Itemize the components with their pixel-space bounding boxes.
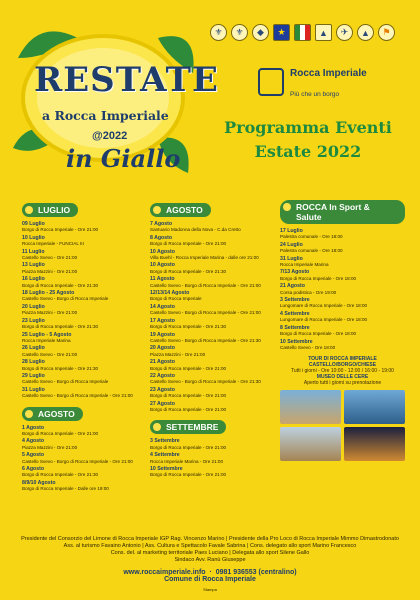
event-text: Castello Svevo - Borgo di Rocca Imperiale - Ore 21:00 bbox=[150, 282, 261, 288]
event-item bbox=[22, 425, 147, 437]
event-text: Castello Svevo - Ore 18:00 bbox=[280, 344, 336, 350]
column-agosto bbox=[150, 200, 275, 480]
event-item bbox=[150, 249, 275, 261]
event-text: Borgo di Rocca Imperiale bbox=[150, 296, 202, 302]
event-date: 1 Agosto bbox=[22, 424, 44, 431]
event-item bbox=[280, 325, 405, 337]
event-item bbox=[150, 318, 275, 330]
event-date: 23 Agosto bbox=[150, 386, 175, 393]
castle-icon bbox=[258, 68, 284, 96]
event-item bbox=[22, 276, 147, 288]
month-badge-luglio: LUGLIO bbox=[22, 203, 78, 217]
event-date: 26 Luglio bbox=[22, 345, 45, 352]
town-photo bbox=[280, 427, 341, 461]
event-date: 5 Agosto bbox=[22, 452, 44, 459]
program-line1: Programma Eventi bbox=[224, 118, 392, 137]
title-year: @2022 bbox=[92, 130, 128, 142]
comune-label: Comune di Rocca Imperiale bbox=[164, 576, 256, 583]
comune-crest-icon: ⚜ bbox=[210, 24, 227, 41]
event-item bbox=[22, 235, 147, 247]
event-text: Rocca Imperiale Marina bbox=[280, 262, 329, 268]
event-text: Castello Svevo - Borgo di Rocca Imperiale - Ore 21:30 bbox=[150, 379, 261, 385]
event-text: Borgo di Rocca Imperiale - Ore 21:00 bbox=[150, 241, 227, 247]
event-date: 20 Luglio bbox=[22, 303, 45, 310]
event-date: 31 Luglio bbox=[280, 255, 303, 262]
event-date: 14 Agosto bbox=[150, 303, 175, 310]
event-item bbox=[22, 345, 147, 357]
event-item bbox=[22, 452, 147, 464]
title-main: RESTATE bbox=[34, 60, 219, 100]
events-settembre bbox=[150, 438, 275, 477]
tent-icon: ▲ bbox=[357, 24, 374, 41]
event-item bbox=[280, 242, 405, 254]
night-photo bbox=[344, 427, 405, 461]
photo-gallery bbox=[280, 390, 405, 461]
event-text: Borgo di Rocca Imperiale - Ore 21:30 bbox=[150, 268, 227, 274]
event-date: 11 Agosto bbox=[150, 276, 175, 283]
event-text: Piazza Mazzini - Ore 21:00 bbox=[22, 268, 78, 274]
events-agosto2 bbox=[150, 221, 275, 412]
event-text: Castello Svevo - Borgo di Rocca Imperiale - Ore 21:00 bbox=[150, 310, 261, 316]
event-text: Lungomare di Rocca Imperiale - Ore 18:00 bbox=[280, 317, 368, 323]
events-agosto1 bbox=[22, 425, 147, 492]
airplane-icon: ✈ bbox=[336, 24, 353, 41]
event-item bbox=[22, 304, 147, 316]
flag-orange-icon: ⚑ bbox=[378, 24, 395, 41]
event-date: 4 Agosto bbox=[22, 438, 44, 445]
event-item bbox=[22, 290, 147, 302]
event-item bbox=[150, 452, 275, 464]
title-sub: a Rocca Imperiale bbox=[42, 108, 169, 123]
event-text: Borgo di Rocca Imperiale - Ore 18:00 bbox=[280, 331, 357, 337]
event-text: Borgo di Rocca Imperiale - Ore 21:00 bbox=[150, 365, 227, 371]
event-text: Borgo di Rocca Imperiale - Ore 21:00 bbox=[22, 227, 99, 233]
event-date: 23 Luglio bbox=[22, 317, 45, 324]
event-date: 10 Settembre bbox=[280, 338, 313, 345]
event-text: Piazza Mazzini - Ore 21:00 bbox=[22, 310, 78, 316]
event-item bbox=[22, 262, 147, 274]
event-text: Lungomare di Rocca Imperiale - Ore 18:00 bbox=[280, 303, 368, 309]
event-text: Borgo di Rocca Imperiale - Ore 21:00 bbox=[150, 393, 227, 399]
event-item bbox=[150, 276, 275, 288]
event-item bbox=[150, 345, 275, 357]
event-date: 17 Luglio bbox=[280, 228, 303, 234]
event-text: Borgo di Rocca Imperiale - Ore 21:00 bbox=[150, 472, 227, 478]
tour-text: Tutti i giorni - Ore 10:00 - 12:00 / 16:00 - 19:00 bbox=[291, 368, 394, 375]
events-sport bbox=[280, 228, 405, 350]
event-text: Rocca Imperiale Marina - Ore 21:00 bbox=[150, 458, 224, 464]
event-date: 4 Settembre bbox=[150, 452, 180, 459]
events-luglio bbox=[22, 221, 147, 399]
event-date: 16 Luglio bbox=[22, 276, 45, 283]
event-text: Borgo di Rocca Imperiale - Ore 21:30 bbox=[22, 324, 99, 330]
event-text: Borgo di Rocca Imperiale - Ore 21:30 bbox=[22, 365, 99, 371]
event-text: Borgo di Rocca Imperiale - Ore 18:00 bbox=[280, 275, 357, 281]
event-date: 17 Agosto bbox=[150, 317, 175, 324]
month-badge-sport: ROCCA In Sport & Salute bbox=[280, 200, 405, 224]
event-item bbox=[150, 235, 275, 247]
event-date: 4 Settembre bbox=[280, 310, 310, 317]
print-credit: Stampa bbox=[203, 587, 217, 592]
event-date: 3 Settembre bbox=[150, 438, 180, 445]
event-date: 24 Luglio bbox=[280, 241, 303, 248]
event-text: Castello Svevo - Borgo di Rocca Imperiale - Ore 21:30 bbox=[150, 337, 261, 343]
event-date: 28 Luglio bbox=[22, 359, 45, 366]
event-text: Rocca Imperiale Marina bbox=[22, 337, 71, 343]
event-date: 18 Luglio - 25 Agosto bbox=[22, 290, 75, 297]
sponsor-logos bbox=[210, 24, 395, 41]
event-text: Borgo di Rocca Imperiale - Ore 21:30 bbox=[150, 324, 227, 330]
event-text: Borgo di Rocca Imperiale - Ore 21:00 bbox=[150, 444, 227, 450]
tour-title: TOUR DI ROCCA IMPERIALE bbox=[308, 356, 377, 363]
museo-title: MUSEO DELLE CERE bbox=[316, 374, 369, 381]
footer-line1: Presidente del Consorzio del Limone di Rocca Imperiale IGP Rag. Vincenzo Marino | Presidente della Pro Loco di Rocca Imperiale Mimmo Dimastrodonato bbox=[21, 536, 399, 542]
event-text: Borgo di Rocca Imperiale - Ore 21:00 bbox=[22, 430, 99, 436]
event-text: Piazza Mazzini - Ore 21:00 bbox=[22, 444, 78, 450]
event-item bbox=[150, 262, 275, 274]
column-luglio bbox=[22, 200, 147, 494]
event-text: Piazza Mazzini - Ore 21:00 bbox=[150, 351, 206, 357]
event-item bbox=[22, 438, 147, 450]
event-date: 29 Luglio bbox=[22, 372, 45, 379]
event-text: Borgo di Rocca Imperiale - Dalle ore 19:00 bbox=[22, 486, 109, 492]
event-date: 10 Settembre bbox=[150, 466, 183, 472]
event-text: Santuario Madonna della Nova - C.da Cretto bbox=[150, 227, 241, 233]
event-item bbox=[22, 359, 147, 371]
event-item bbox=[280, 269, 405, 281]
event-date: 8 Agosto bbox=[150, 234, 172, 241]
borgo-icon: ▲ bbox=[315, 24, 332, 41]
tour-subtitle: CASTELLO/BORGO/CHIESE bbox=[308, 362, 377, 369]
event-text: Castello Svevo - Borgo di Rocca Imperiale - Ore 21:00 bbox=[22, 393, 133, 399]
event-date: 10 Agosto bbox=[150, 262, 175, 269]
event-date: 25 Luglio - 5 Agosto bbox=[22, 331, 72, 338]
brand-logo bbox=[258, 66, 378, 102]
event-item bbox=[22, 318, 147, 330]
event-date: 10 Luglio bbox=[22, 234, 45, 241]
event-date: 13 Luglio bbox=[22, 262, 45, 269]
event-item bbox=[150, 290, 275, 302]
event-item bbox=[22, 332, 147, 344]
event-item bbox=[22, 221, 147, 233]
event-item bbox=[22, 466, 147, 478]
website-link[interactable]: www.roccaimperiale.info bbox=[123, 569, 206, 576]
event-item bbox=[280, 311, 405, 323]
castle-photo bbox=[280, 390, 341, 424]
event-date: 6 Agosto bbox=[22, 466, 44, 472]
event-date: 22 Agosto bbox=[150, 372, 175, 379]
brand-name: Rocca Imperiale bbox=[290, 68, 367, 79]
event-item bbox=[150, 221, 275, 233]
event-item bbox=[150, 373, 275, 385]
event-date: 21 Agosto bbox=[280, 283, 305, 290]
event-text: Borgo di Rocca Imperiale - Ore 21:30 bbox=[22, 472, 99, 478]
footer-line2: Ass. al turismo Favaino Antonio | Ass. Cultura e Spettacolo Favale Sabrina | Cons. delegato allo sport Marino Francesco bbox=[63, 543, 357, 549]
event-item bbox=[150, 438, 275, 450]
column-sport bbox=[280, 200, 405, 461]
event-item bbox=[280, 339, 405, 351]
event-text: Corsa podistica - Ore 19:00 bbox=[280, 289, 337, 295]
event-item bbox=[280, 228, 405, 240]
event-date: 21 Agosto bbox=[150, 359, 175, 366]
event-text: Borgo di Rocca Imperiale - Ore 21:30 bbox=[22, 282, 99, 288]
event-text: Villa Buehl - Rocca Imperiale Marina - dalle ore 21:00 bbox=[150, 255, 259, 261]
region-crest-icon: ⚜ bbox=[231, 24, 248, 41]
event-item bbox=[150, 401, 275, 413]
event-date: 20 Agosto bbox=[150, 345, 175, 352]
event-text: Castello Svevo - Borgo di Rocca Imperiale bbox=[22, 379, 109, 385]
footer-line3: Cons. del. al marketing territoriale Paes Luciano | Delegata allo sport Silene Gallo bbox=[110, 550, 310, 556]
footer-line4: Sindaco Avv. Ranù Giuseppe bbox=[174, 557, 246, 563]
month-badge-agosto2: AGOSTO bbox=[150, 203, 211, 217]
event-item bbox=[150, 304, 275, 316]
event-text: Castello Svevo - Ore 21:00 bbox=[22, 255, 78, 261]
museo-text: Aperto tutti i giorni su prenotazione bbox=[303, 380, 382, 387]
event-item bbox=[150, 466, 275, 478]
month-badge-agosto: AGOSTO bbox=[22, 407, 83, 421]
event-date: 31 Luglio bbox=[22, 386, 45, 393]
event-text: Castello Svevo - Borgo di Rocca Imperiale - Ore 21:00 bbox=[22, 458, 133, 464]
event-date: 09 Luglio bbox=[22, 221, 45, 227]
event-date: 7/13 Agosto bbox=[280, 269, 310, 276]
title-tail: in Giallo bbox=[66, 144, 181, 173]
event-text: Castello Svevo - Ore 21:00 bbox=[22, 351, 78, 357]
italy-icon bbox=[294, 24, 311, 41]
event-date: 12/13/14 Agosto bbox=[150, 290, 190, 297]
flag-icon: ◆ bbox=[252, 24, 269, 41]
event-date: 8/9/10 Agosto bbox=[22, 479, 56, 486]
poster-footer: Presidente del Consorzio del Limone di Rocca Imperiale IGP Rag. Vincenzo Marino | Presidente della Pro Loco di Rocca Imperiale Mimmo Dimastrodonato Ass. al turismo Favaino Antonio | Ass. Cultura e Spettacolo Favale Sabrina | Cons. delegato allo sport Marino Francesco Cons. del. al marketing territoriale Paes Luciano | Delegata allo sport Silene Gallo Sindaco Avv. Ranù Giuseppe www.roccaimperiale.info · 0981 936553 (centralino) Comune di Rocca Imperiale Stampa bbox=[0, 536, 420, 593]
month-badge-settembre: SETTEMBRE bbox=[150, 420, 226, 434]
event-item bbox=[22, 249, 147, 261]
event-item bbox=[150, 387, 275, 399]
event-item bbox=[280, 297, 405, 309]
event-item bbox=[22, 373, 147, 385]
event-text: Palestra comunale - Ore 18:00 bbox=[280, 234, 343, 240]
program-line2: Estate 2022 bbox=[254, 142, 362, 161]
event-date: 3 Settembre bbox=[280, 297, 310, 304]
brand-tagline: Più che un borgo bbox=[290, 91, 340, 98]
program-heading bbox=[198, 116, 418, 164]
phone-number: 0981 936553 (centralino) bbox=[215, 569, 297, 576]
poster-header bbox=[0, 0, 420, 190]
event-item bbox=[22, 480, 147, 492]
event-text: Palestra comunale - Ore 18:00 bbox=[280, 248, 343, 254]
coast-photo bbox=[344, 390, 405, 424]
event-item bbox=[280, 256, 405, 268]
event-date: 27 Agosto bbox=[150, 400, 175, 407]
event-date: 8 Settembre bbox=[280, 324, 310, 331]
event-text: Castello Svevo - Borgo di Rocca Imperiale bbox=[22, 296, 109, 302]
event-date: 11 Luglio bbox=[22, 248, 45, 255]
event-text: Rocca Imperiale - FUNCIAL III bbox=[22, 241, 84, 247]
event-date: 7 Agosto bbox=[150, 221, 172, 227]
event-item bbox=[280, 283, 405, 295]
event-item bbox=[150, 332, 275, 344]
event-text: Borgo di Rocca Imperiale - Ore 21:00 bbox=[150, 406, 227, 412]
tour-info bbox=[280, 356, 405, 386]
event-item bbox=[22, 387, 147, 399]
event-date: 10 Agosto bbox=[150, 248, 175, 255]
event-date: 19 Agosto bbox=[150, 331, 175, 338]
eu-icon: ★ bbox=[273, 24, 290, 41]
event-item bbox=[150, 359, 275, 371]
